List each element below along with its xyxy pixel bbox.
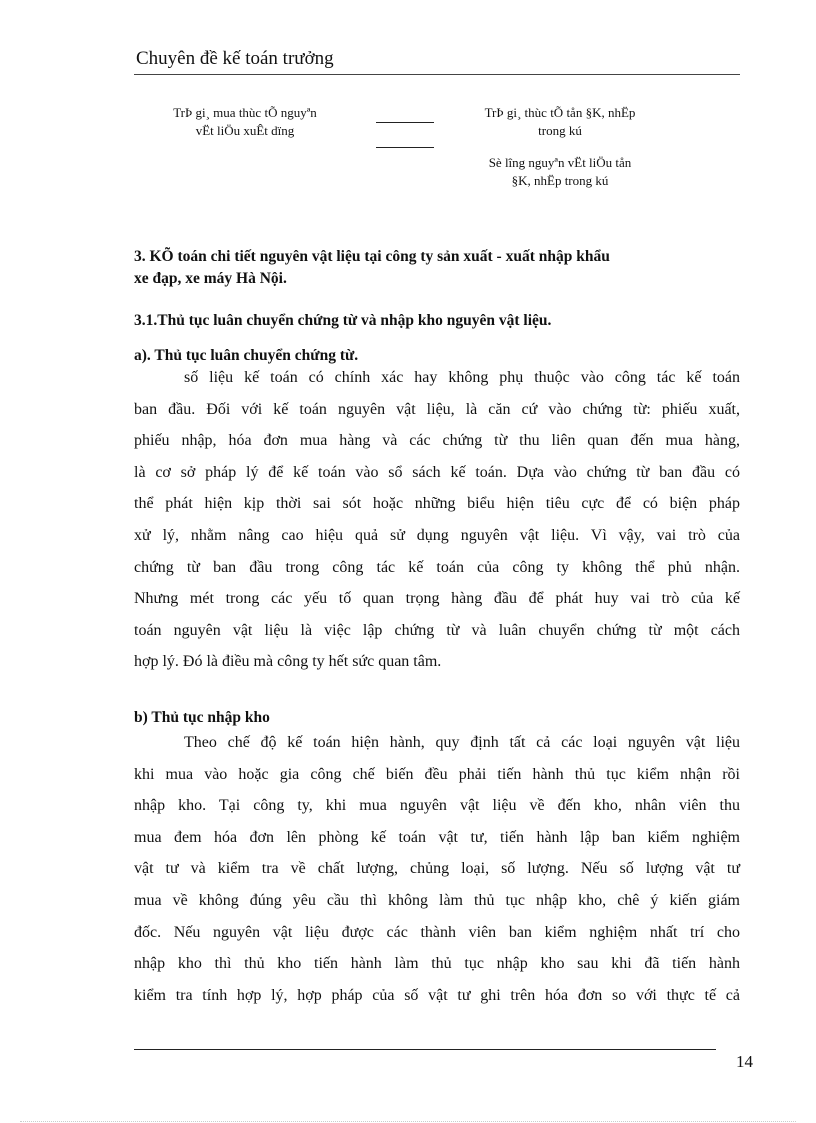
paragraph-line: xử lý, nhằm nâng cao hiệu quả sử dụng nguyên vật liệu. Vì vậy, vai trò của [134,526,740,544]
paragraph-line: chứng từ ban đầu trong công tác kế toán của công ty không thể phủ nhận. [134,558,740,576]
paragraph-line: hợp lý. Đó là điều mà công ty hết sức quan tâm. [134,653,442,671]
paragraph-line: Nhưng mét trong các yếu tố quan trọng hàng đầu để phát huy vai trò của kế [134,590,740,608]
subsection-a-heading: a). Thủ tục luân chuyển chứng từ. [134,347,359,364]
section-3-heading-line: 3. KÕ toán chi tiết nguyên vật liệu tại công ty sản xuất - xuất nhập khẩu [134,248,610,265]
formula-numerator [455,104,665,140]
formula-denominator [455,154,665,190]
paragraph-line: nhập kho. Tại công ty, khi mua nguyên vật liệu về đến kho, nhân viên thu [134,797,740,815]
footer-divider [134,1049,716,1050]
paragraph-line: là cơ sở pháp lý để kế toán vào sổ sách kế toán. Dựa vào chứng từ ban đầu có [134,463,740,481]
paragraph-line: toán nguyên vật liệu là việc lập chứng từ và luân chuyển chứng từ một cách [134,621,740,639]
page-number: 14 [736,1052,753,1071]
paragraph-line: vật tư và kiểm tra về chất lượng, chủng loại, số lượng. Nếu số lượng vật tư [134,860,740,878]
paragraph-line: ban đầu. Đối với kế toán nguyên vật liệu, là căn cứ vào chứng từ: phiếu xuất, [134,400,740,418]
paragraph-line: mua về không đúng yêu cầu thì không làm thủ tục nhập kho, chê ý kiến giám [134,891,740,909]
paragraph-line: mua đem hóa đơn lên phòng kế toán vật tư, tiến hành lập ban kiểm nghiệm [134,828,740,846]
formula-left-line-1: TrÞ gi¸ mua thùc tÕ nguyªn [173,105,317,120]
section-3-heading-line: xe đạp, xe máy Hà Nội. [134,270,287,287]
page-header-title: Chuyên đề kế toán trưởng [136,48,334,69]
page-edge-divider [20,1121,796,1122]
formula-denominator-line-2: §K, nhËp trong kú [511,173,609,188]
paragraph-line: thể phát hiện kịp thời sai sót hoặc những biểu hiện tiêu cực để có biện pháp [134,495,740,513]
formula-numerator-line-2: trong kú [538,123,582,138]
subsection-a-paragraph [134,362,740,678]
formula-left-text [140,104,350,140]
fraction-bar [376,122,434,123]
paragraph-line: Theo chế độ kế toán hiện hành, quy định tất cả các loại nguyên vật liệu [184,734,740,751]
fraction-bar [376,147,434,148]
formula-left-line-2: vËt liÖu xuÊt dïng [195,123,295,138]
section-3-heading [134,246,744,290]
paragraph-line: kiểm tra tính hợp lý, hợp pháp của số vật tư ghi trên hóa đơn so với thực tế cả [134,986,740,1004]
paragraph-line: đốc. Nếu nguyên vật liệu được các thành viên ban kiểm nghiệm nhất trí cho [134,923,740,941]
paragraph-line: khi mua vào hoặc gia công chế biến đều phải tiến hành thủ tục kiểm nhận rồi [134,765,740,783]
paragraph-line: số liệu kế toán có chính xác hay không phụ thuộc vào công tác kế toán [184,369,740,386]
formula-denominator-line-1: Sè lîng nguyªn vËt liÖu tån [488,155,632,170]
section-3-1-heading: 3.1.Thủ tục luân chuyển chứng từ và nhập kho nguyên vật liệu. [134,312,552,329]
subsection-b-heading: b) Thủ tục nhập kho [134,709,270,726]
formula-numerator-line-1: TrÞ gi¸ thùc tÕ tån §K, nhËp [484,105,636,120]
subsection-b-paragraph [134,727,740,1011]
header-divider [134,74,740,75]
paragraph-line: phiếu nhập, hóa đơn mua hàng và các chứng từ thu liên quan đến mua hàng, [134,432,740,450]
paragraph-line: nhập kho thì thủ kho tiến hành làm thủ tục nhập kho sau khi đã tiến hành [134,955,740,973]
